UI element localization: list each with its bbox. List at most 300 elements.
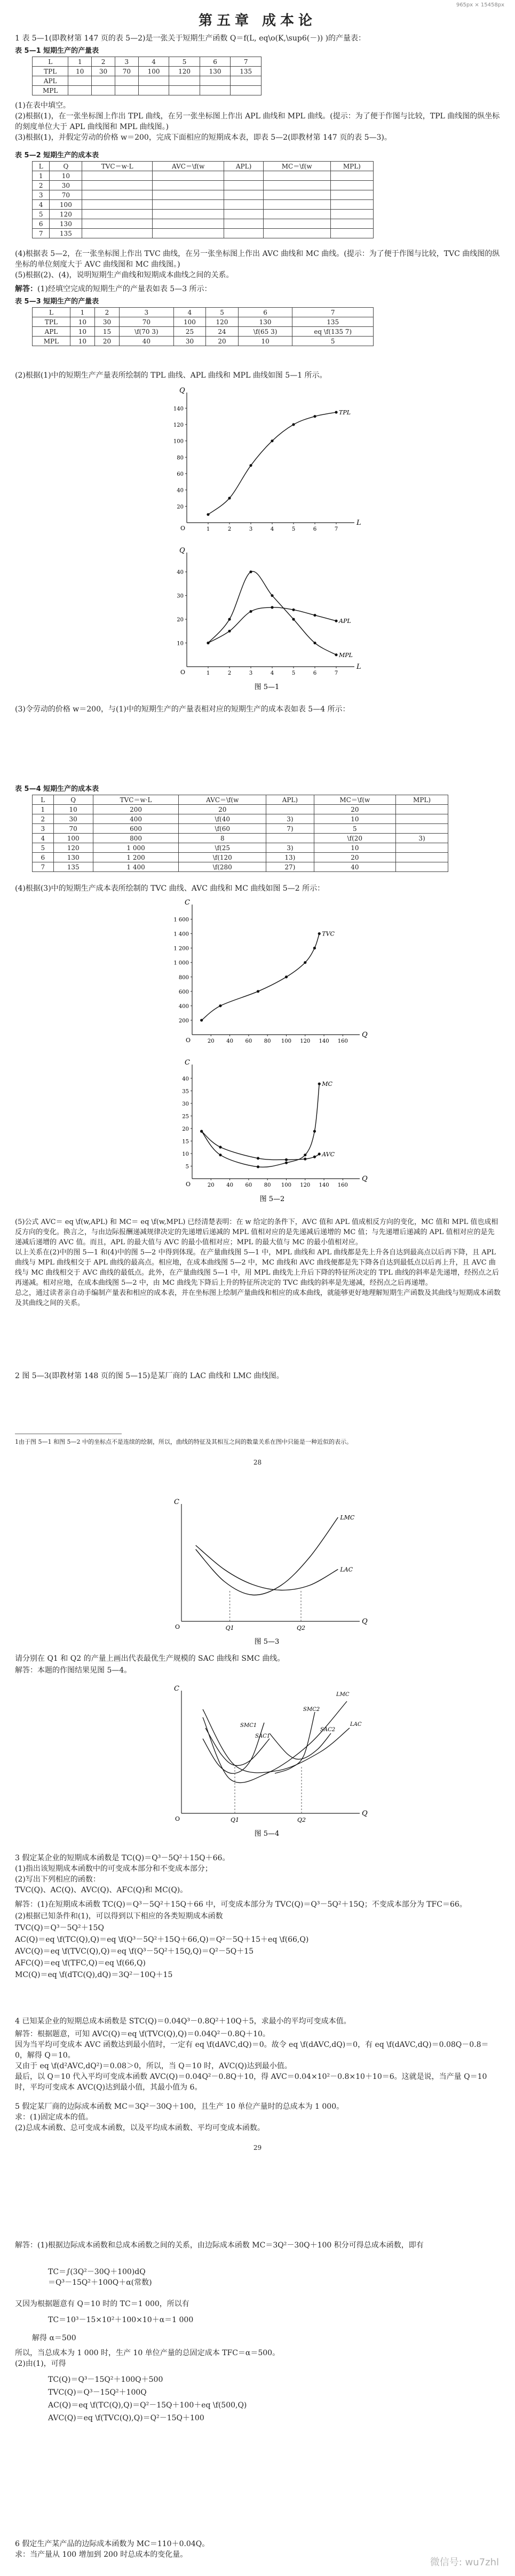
data-point — [335, 653, 337, 656]
table-cell: 5 — [33, 843, 54, 853]
table-cell: 7 — [33, 229, 50, 238]
table-cell: 4 — [33, 834, 54, 843]
answer-5: (5)公式 AVC＝ eq \f(w,APL) 和 MC＝ eq \f(w,MPL) 已经清楚表明：在 w 给定的条件下，AVC 值和 APL 值成相反方向的变化，MC 值和 MPL 值也成相反方向的变化。换言之，与由边际报酬递减规律决定的先递增后递减的 MPL 值相对应的是先递减后递增的 MC 值；与先递增后递减的 APL 值相对应的是先递减后递增的 AVC 值。而且，APL 的最大值与 AVC 的最小值相对应；MPL 的最大值与 MC 的最小值相对应。 以上关系在(2)中的图 5—1 和(4)中的图 5—2 中得到体现。在产量曲线图 5—1 中，MPL 曲线和 APL 曲线都是先上升各自达到最高点以后再下降，且 APL 曲线与 MPL 曲线相交于 APL 曲线的最高点。相应地，在成本曲线图 5—2 中，MC 曲线和 AVC 曲线便都是先下降各自达到最低点以后再上升，且 AVC 曲线与 MC 曲线相交于 AVC 曲线的最低点。此外，在产量曲线图 5—1 中，用 MPL 曲线先上升后下降的特征所决定的 TPL 曲线的斜率是先递增，经拐点之后再递减。相对应地，在成本曲线图 5—2 中，由 MC 曲线先下降后上升的特征所决定的 TVC 曲线的斜率是先递减，经拐点之后再递增。 总之，通过读者亲自动手编制产量表和相应的成本表，并在坐标图上绘制产量曲线和相应的成本曲线，就能够更好地理解短期生产函数及其曲线与短期成本函数及其曲线之间的关系。 — [15, 1218, 501, 1307]
table-cell: 3) — [396, 834, 448, 843]
table-cell: 600 — [93, 824, 179, 834]
table-row — [33, 162, 374, 171]
table-cell: \f(20 — [314, 834, 396, 843]
data-point — [271, 439, 273, 442]
table-cell: 10 — [70, 327, 94, 337]
q-label: Q2 — [296, 1625, 306, 1631]
answer-3: (3)令劳动的价格 w＝200，与(1)中的短期生产的产量表相对应的短期生产的成本表如表 5—4 所示： — [15, 705, 350, 714]
table-cell — [92, 76, 115, 86]
table-cell: 24 — [206, 327, 239, 337]
figure-caption: 图 5—4 — [254, 1830, 280, 1838]
x-tick-label: 7 — [334, 670, 338, 676]
table-cell — [263, 210, 330, 219]
table-cell — [82, 219, 153, 229]
table-row — [33, 86, 262, 95]
data-point — [313, 947, 316, 949]
table3 — [32, 307, 374, 346]
table-cell: 13) — [266, 853, 314, 862]
data-point — [313, 642, 316, 644]
table-cell: L — [33, 162, 50, 171]
table-row — [33, 210, 374, 219]
x-tick-label: 160 — [337, 1182, 348, 1188]
table-cell — [266, 805, 314, 814]
cost-curve — [270, 1733, 331, 1759]
figure-caption: 图 5—1 — [254, 683, 280, 691]
data-point — [249, 610, 252, 613]
y-axis-label: C — [174, 1685, 179, 1693]
table-cell: 10 — [70, 337, 94, 346]
data-point — [285, 1158, 288, 1161]
table-cell — [396, 814, 448, 824]
table-cell: 135 — [53, 862, 93, 872]
curve-label: LMC — [336, 1692, 350, 1698]
x-tick-label: 5 — [291, 526, 296, 532]
table-cell: 8 — [179, 834, 266, 843]
data-point — [313, 1156, 316, 1158]
table-cell: 10 — [50, 171, 82, 181]
table-cell: 1 200 — [93, 853, 179, 862]
x-tick-label: 4 — [270, 526, 274, 532]
y-tick-label: 1 200 — [173, 946, 189, 952]
table-cell — [115, 86, 138, 95]
data-point — [228, 618, 231, 621]
table-cell — [200, 86, 231, 95]
curve-label: SMC1 — [240, 1723, 257, 1729]
data-point — [318, 932, 321, 935]
table-cell: 30 — [50, 181, 82, 190]
data-point — [257, 990, 259, 993]
figure-5-1 — [160, 384, 384, 693]
table4 — [32, 795, 448, 872]
table-row — [33, 862, 448, 872]
table-cell — [138, 76, 169, 86]
table-cell — [231, 86, 262, 95]
x-tick-label: 120 — [300, 1038, 311, 1044]
y-axis-label: C — [185, 899, 190, 907]
question-2-answer-label: 解答：本题的作图结果见图 5—4。 — [15, 1666, 132, 1675]
y-tick-label: 20 — [177, 617, 184, 623]
table4-caption: 表 5—4 短期生产的成本表 — [15, 785, 99, 793]
x-tick-label: 80 — [264, 1038, 271, 1044]
y-tick-label: 20 — [182, 1126, 189, 1132]
table-cell: 135 — [292, 317, 374, 327]
x-tick-label: 40 — [226, 1038, 233, 1044]
table-cell: 10 — [70, 317, 94, 327]
q5-eq6: TC(Q)＝Q³－15Q²＋100Q＋500 TVC(Q)＝Q³－15Q²＋100Q AC(Q)＝eq \f(TC(Q),Q)＝Q²－15Q＋100＋eq \f(500,Q) AVC(Q)＝eq \f(TVC(Q),Q)＝Q²－15Q＋100 — [48, 2375, 247, 2422]
table-cell: MPL — [33, 86, 68, 95]
table-cell — [263, 219, 330, 229]
data-point — [292, 609, 295, 611]
y-tick-label: 400 — [178, 1003, 189, 1010]
data-point — [285, 975, 288, 978]
q-label: Q1 — [225, 1625, 234, 1631]
table-cell: 135 — [50, 229, 82, 238]
table-cell: 2 — [92, 57, 115, 67]
y-tick-label: 35 — [182, 1089, 189, 1095]
table-cell — [263, 181, 330, 190]
x-axis-label: L — [356, 663, 361, 671]
y-tick-label: 10 — [177, 641, 184, 647]
table-cell — [153, 171, 224, 181]
table-cell: MPL — [33, 337, 70, 346]
y-tick-label: 25 — [182, 1114, 189, 1120]
y-tick-label: 200 — [178, 1018, 189, 1024]
x-axis-label: Q — [362, 1175, 368, 1183]
table-cell: 70 — [50, 190, 82, 200]
x-tick-label: 40 — [226, 1182, 233, 1188]
table-row — [33, 843, 448, 853]
answer-2: (2)根据(1)中的短期生产产量表所绘制的 TPL 曲线、APL 曲线和 MPL 曲线如图 5—1 所示。 — [15, 371, 327, 380]
table-row — [33, 795, 448, 805]
table-cell: 5 — [206, 308, 239, 317]
data-point — [219, 1004, 221, 1007]
data-point — [249, 571, 252, 573]
table-cell: 130 — [50, 219, 82, 229]
cost-curve — [275, 1712, 315, 1773]
data-point — [335, 620, 337, 622]
y-axis-label: C — [174, 1498, 179, 1506]
y-tick-label: 600 — [178, 989, 189, 995]
table-cell: 100 — [53, 834, 93, 843]
figure-caption: 图 5—3 — [254, 1638, 280, 1646]
page-2 — [0, 1483, 515, 2576]
page-meta: 965px × 15458px — [456, 2, 504, 8]
table-row — [33, 853, 448, 862]
table-cell — [396, 824, 448, 834]
question-6: 6 假定生产某产品的边际成本函数为 MC＝110＋0.04Q。 求：当产量从 100 增加到 200 时总成本的变化量。 — [15, 2540, 210, 2559]
answer-4: (4)根据(3)中的短期生产成本表所绘制的 TVC 曲线、AVC 曲线和 MC 曲线如图 5—2 所示： — [15, 884, 325, 893]
table-cell: eq \f(135 7) — [292, 327, 374, 337]
table-cell: APL — [33, 327, 70, 337]
question-5-answer: 解答：(1)根据边际成本函数和总成本函数之间的关系，由边际成本函数 MC＝3Q²－30Q＋100 积分可得总成本函数，即有 — [15, 2241, 424, 2250]
y-tick-label: 40 — [177, 570, 184, 576]
question-4-answer: 解答：根据题意，可知 AVC(Q)＝eq \f(TVC(Q),Q)＝0.04Q²－0.8Q＋10。 因为当平均可变成本 AVC 函数达到最小值时，一定有 eq \f(dAVC,dQ)＝0。故令 eq \f(dAVC,dQ)＝0，有 eq \f(dAVC,dQ)＝0.08Q－0.8＝0，解得 Q＝10。 又由于 eq \f(d²AVC,dQ²)＝0.08＞0，所以，当 Q＝10 时，AVC(Q)达到最小值。 最后，以 Q＝10 代入平均可变成本函数 AVC(Q)＝0.04Q²－0.8Q＋10，得 AVC＝0.04×10²－0.8×10＋10＝6。这就是说，当产量 Q＝10 时，平均可变成本 AVC(Q)达到最小值，其最小值为 6。 — [15, 2030, 489, 2092]
q5-eq3: TC＝10³－15×10²＋100×10＋α＝1 000 — [48, 2316, 194, 2324]
table-cell: 6 — [200, 57, 231, 67]
y-tick-label: 1 400 — [173, 931, 189, 938]
table-cell: 30 — [173, 337, 206, 346]
q-label: Q2 — [297, 1817, 306, 1823]
table-row — [33, 67, 262, 76]
table-cell: 130 — [53, 853, 93, 862]
x-tick-label: 2 — [227, 526, 232, 532]
data-point — [313, 415, 316, 418]
table-row — [33, 805, 448, 814]
table-cell — [396, 853, 448, 862]
table-cell: \f(280 — [179, 862, 266, 872]
data-point — [228, 630, 231, 633]
table-cell: 100 — [50, 200, 82, 210]
table-cell: \f(25 — [179, 843, 266, 853]
curve-label: SAC1 — [255, 1733, 271, 1739]
q1-text1: (1)在表中填空。 (2)根据(1)，在一张坐标图上作出 TPL 曲线，在另一张坐标图上作出 APL 曲线和 MPL 曲线。(提示：为了便于作图与比较，TPL 曲线图的纵坐标的刻度单位大于 APL 曲线图和 MPL 曲线图。) (3)根据(1)，并假定劳动的价格 w＝200，完成下面相应的短期成本表，即表 5—2(即教材第 147 页的表 5—3)。 — [15, 101, 500, 142]
y-tick-label: 15 — [182, 1139, 189, 1145]
table-cell — [153, 210, 224, 219]
table-row — [33, 327, 374, 337]
table-cell: 4 — [138, 57, 169, 67]
table-cell: 5 — [314, 824, 396, 834]
cost-curve — [203, 1723, 264, 1773]
y-tick-label: 800 — [178, 974, 189, 981]
data-point — [257, 1165, 259, 1168]
table-cell: 25 — [173, 327, 206, 337]
data-point — [313, 614, 316, 617]
table-cell: 40 — [314, 862, 396, 872]
table-cell: APL) — [266, 795, 314, 805]
table-cell — [115, 76, 138, 86]
answer-block-1 — [15, 284, 501, 294]
table2-caption: 表 5—2 短期生产的成本表 — [15, 151, 99, 159]
data-point — [285, 1162, 288, 1164]
data-point — [304, 961, 306, 964]
table-cell: 3 — [33, 190, 50, 200]
data-point — [318, 1153, 321, 1155]
table-cell: 400 — [93, 814, 179, 824]
table-cell: 3) — [266, 814, 314, 824]
x-axis-label: Q — [362, 1031, 368, 1039]
y-axis-label: C — [185, 1059, 190, 1067]
answer-intro: (1)经填空完成的短期生产的产量表如表 5—3 所示： — [37, 285, 212, 293]
series-label: MPL — [339, 651, 353, 659]
table-cell: 3 — [120, 308, 174, 317]
data-point — [292, 618, 295, 621]
table-cell: 5 — [169, 57, 200, 67]
table-cell — [231, 76, 262, 86]
data-point — [200, 1130, 203, 1133]
series-label: AVC — [322, 1150, 335, 1158]
data-point — [318, 1083, 321, 1085]
x-tick-label: 140 — [319, 1182, 329, 1188]
table-cell: 800 — [93, 834, 179, 843]
series-line-lmc — [196, 1517, 338, 1595]
table-cell: 20 — [94, 337, 119, 346]
y-axis-label: Q — [179, 547, 185, 555]
table-cell: 20 — [314, 853, 396, 862]
q-label: Q1 — [230, 1817, 240, 1823]
table-cell — [263, 171, 330, 181]
table-cell: 130 — [200, 67, 231, 76]
table-cell — [224, 219, 263, 229]
origin-label: O — [186, 1037, 191, 1044]
table-cell — [138, 86, 169, 95]
table-row — [33, 229, 374, 238]
curve-label: LAC — [350, 1722, 362, 1727]
page-number-2: 29 — [253, 2144, 262, 2151]
table-cell: 40 — [120, 337, 174, 346]
table-cell: 15 — [94, 327, 119, 337]
table-cell: L — [33, 795, 54, 805]
x-tick-label: 4 — [270, 670, 274, 676]
table-cell: 7 — [231, 57, 262, 67]
table-cell — [330, 200, 373, 210]
data-point — [313, 1130, 316, 1133]
table-cell: 120 — [206, 317, 239, 327]
series-line-mpl — [208, 571, 336, 655]
table-cell: 6 — [33, 219, 50, 229]
curve-label: SMC2 — [303, 1707, 320, 1713]
table-cell: 30 — [92, 67, 115, 76]
table-cell — [224, 210, 263, 219]
x-tick-label: 60 — [245, 1038, 252, 1044]
table-cell: 20 — [314, 805, 396, 814]
y-tick-label: 1 000 — [173, 960, 189, 966]
footnote: 1由于图 5—1 和图 5—2 中的坐标点不是连续的绘制，所以，曲线的特征及其相互之间的数量关系在图中只能是一种近似的表示。 — [15, 1438, 352, 1445]
table1-caption: 表 5—1 短期生产的产量表 — [15, 47, 99, 55]
table3-caption: 表 5—3 短期生产的产量表 — [15, 298, 99, 306]
table-cell — [330, 181, 373, 190]
figure-5-2 — [160, 896, 384, 1205]
table-cell: 120 — [169, 67, 200, 76]
curve-label: SAC2 — [320, 1727, 336, 1733]
question-2-text: 请分别在 Q1 和 Q2 的产量上画出代表最优生产规模的 SAC 曲线和 SMC 曲线。 — [15, 1654, 285, 1663]
table-cell: 1 — [33, 171, 50, 181]
x-tick-label: 80 — [264, 1182, 271, 1188]
x-tick-label: 60 — [245, 1182, 252, 1188]
table-cell — [82, 171, 153, 181]
table-row — [33, 219, 374, 229]
series-line-tvc — [202, 934, 320, 1020]
data-point — [219, 1154, 221, 1156]
x-tick-label: 7 — [334, 526, 338, 532]
table-cell: 4 — [173, 308, 206, 317]
table-cell: 3) — [266, 843, 314, 853]
table-cell — [330, 171, 373, 181]
series-label: MC — [322, 1081, 332, 1088]
series-line-apl — [208, 607, 336, 643]
table-cell: 30 — [53, 814, 93, 824]
series-label: TPL — [339, 409, 351, 416]
chapter-title: 第五章 成本论 — [198, 13, 317, 29]
table-cell — [169, 86, 200, 95]
table-cell — [330, 210, 373, 219]
table-cell: TVC＝w·L — [93, 795, 179, 805]
q5-eq2: 又因为根据题意有 Q＝10 时的 TC＝1 000，所以有 — [15, 2300, 189, 2308]
table-cell: 100 — [138, 67, 169, 76]
q1-intro: 1 表 5—1(即教材第 147 页的表 5—2)是一张关于短期生产函数 Q＝f(L, eq\o(K,\sup6(－)) )的产量表： — [15, 34, 366, 43]
table-row — [33, 317, 374, 327]
data-point — [304, 1158, 306, 1161]
table-cell: TPL — [33, 67, 68, 76]
table-row — [33, 834, 448, 843]
table-cell: \f(120 — [179, 853, 266, 862]
table-cell: 10 — [68, 67, 92, 76]
table2 — [32, 161, 374, 238]
x-tick-label: 140 — [319, 1038, 329, 1044]
table-cell: Q — [50, 162, 82, 171]
table-cell: 7 — [33, 862, 54, 872]
table-row — [33, 814, 448, 824]
y-tick-label: 100 — [173, 438, 184, 445]
table-row — [33, 190, 374, 200]
table-row — [33, 171, 374, 181]
question-3-answer: 解答：(1)在短期成本函数 TC(Q)＝Q³－5Q²＋15Q＋66 中，可变成本部分为 TVC(Q)＝Q³－5Q²＋15Q；不变成本部分为 TFC＝66。 (2)根据已知条件和(1)，可以得到以下相应的各类短期成本函数 TVC(Q)＝Q³－5Q²＋15Q AC(Q)＝eq \f(TC(Q),Q)＝eq \f(Q³－5Q²＋15Q＋66,Q)＝Q²－5Q＋15＋eq \f(66,Q) AVC(Q)＝eq \f(TVC(Q),Q)＝eq \f(Q³－5Q²＋15Q,Q)＝Q²－5Q＋15 AFC(Q)＝eq \f(TFC,Q)＝eq \f(66,Q) MC(Q)＝eq \f(dTC(Q),dQ)＝3Q²－10Q＋15 — [15, 1900, 467, 1979]
data-point — [207, 513, 209, 516]
series-label: APL — [339, 618, 351, 625]
table-cell: 70 — [120, 317, 174, 327]
table-cell — [82, 210, 153, 219]
x-tick-label: 1 — [206, 526, 210, 532]
table-cell — [330, 219, 373, 229]
table-cell — [330, 190, 373, 200]
table-cell — [153, 219, 224, 229]
x-tick-label: 20 — [207, 1038, 215, 1044]
watermark: 微信号: wu7zhl — [430, 2557, 499, 2568]
data-point — [228, 497, 231, 499]
table-cell — [68, 86, 92, 95]
y-tick-label: 40 — [182, 1076, 189, 1082]
figure-5-4 — [155, 1680, 379, 1840]
origin-label: O — [175, 1623, 180, 1630]
x-axis-label: Q — [362, 1618, 368, 1626]
data-point — [249, 464, 252, 467]
table-cell — [153, 190, 224, 200]
table-cell — [153, 181, 224, 190]
table-cell: \f(65 3) — [238, 327, 292, 337]
table-cell — [330, 229, 373, 238]
q5-eq1: TC＝∫(3Q²－30Q＋100)dQ ＝Q³－15Q²＋100Q＋α(常数) — [48, 2268, 152, 2287]
table-row — [33, 200, 374, 210]
table-cell: 20 — [206, 337, 239, 346]
x-tick-label: 160 — [337, 1038, 348, 1044]
y-tick-label: 30 — [177, 593, 184, 599]
table-row — [33, 308, 374, 317]
origin-label: O — [180, 525, 186, 532]
table-cell — [224, 171, 263, 181]
data-point — [257, 1157, 259, 1159]
table-cell — [92, 86, 115, 95]
table-cell: 5 — [292, 337, 374, 346]
table-cell: 120 — [53, 843, 93, 853]
y-tick-label: 10 — [182, 1151, 189, 1157]
table-cell: 6 — [33, 853, 54, 862]
x-tick-label: 3 — [249, 526, 253, 532]
table-cell: 10 — [314, 814, 396, 824]
table-cell: 3 — [33, 824, 54, 834]
table-cell — [224, 181, 263, 190]
data-point — [304, 1154, 306, 1156]
x-tick-label: 6 — [313, 670, 317, 676]
table-cell: 100 — [173, 317, 206, 327]
q5-eq5: 所以，当总成本为 1 000 时，生产 10 单位产量的总固定成本 TFC＝α＝500。 (2)由(1)，可得 — [15, 2349, 280, 2368]
table-cell: L — [33, 308, 70, 317]
table-cell: 200 — [93, 805, 179, 814]
table-cell: 1 — [68, 57, 92, 67]
table-cell: L — [33, 57, 68, 67]
series-line-tpl — [208, 412, 336, 515]
table-cell: 70 — [53, 824, 93, 834]
table-cell: 1 400 — [93, 862, 179, 872]
table-cell — [224, 200, 263, 210]
table-cell: 135 — [231, 67, 262, 76]
table-cell — [200, 76, 231, 86]
x-tick-label: 120 — [300, 1182, 311, 1188]
y-tick-label: 20 — [177, 504, 184, 510]
table-cell — [153, 229, 224, 238]
table-cell — [68, 76, 92, 86]
y-tick-label: 60 — [177, 471, 184, 477]
y-tick-label: 120 — [173, 422, 184, 428]
table-cell: APL — [33, 76, 68, 86]
table-cell: 5 — [33, 210, 50, 219]
table-cell: \f(40 — [179, 814, 266, 824]
table-cell — [82, 229, 153, 238]
data-point — [271, 594, 273, 597]
y-axis-label: Q — [179, 387, 185, 395]
